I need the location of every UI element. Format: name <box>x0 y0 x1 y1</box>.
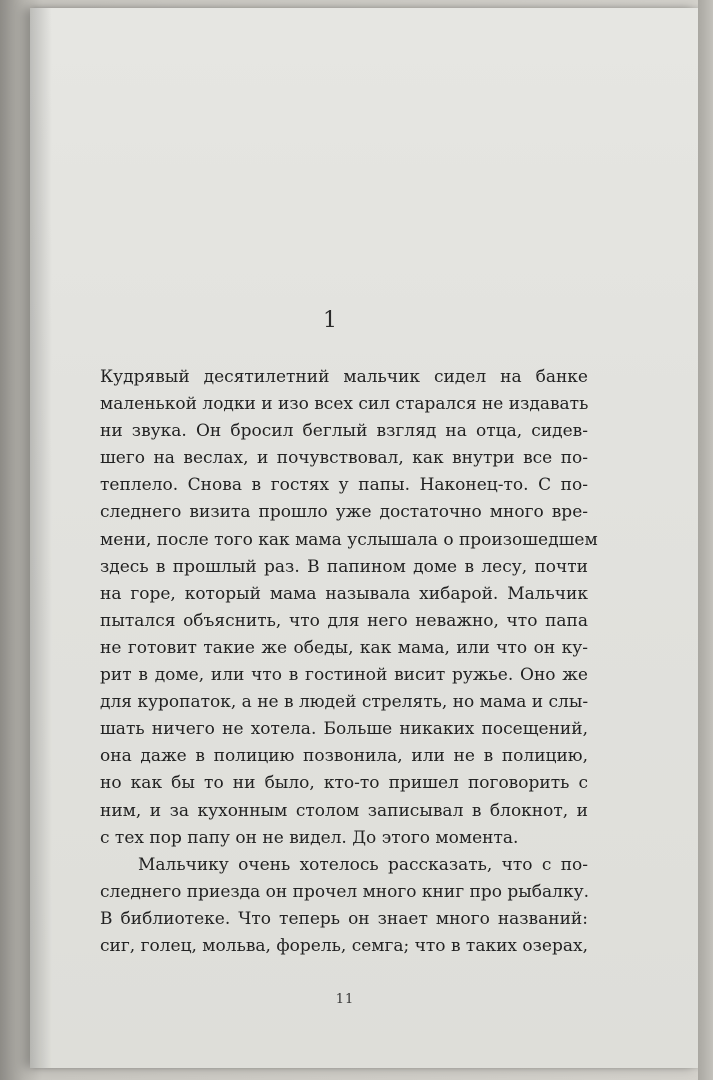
body-text <box>100 364 598 960</box>
text-line: но как бы то ни было, кто-то пришел поговорить с <box>100 773 588 794</box>
text-line: Кудрявый десятилетний мальчик сидел на банке <box>100 367 588 387</box>
text-line: сиг, голец, мольва, форель, семга; что в таких озерах, <box>100 935 588 956</box>
text-line: следнего приезда он прочел много книг про рыбалку. <box>100 881 589 902</box>
page-right-edge <box>698 0 713 1080</box>
text-line: рит в доме, или что в гостиной висит ружье. Оно же <box>100 665 588 686</box>
text-line: ним, и за кухонным столом записывал в блокнот, и <box>100 800 588 821</box>
text-line: не готовит такие же обеды, как мама, или что он ку- <box>100 637 588 658</box>
page-gutter-shadow <box>30 8 52 1068</box>
text-line: она даже в полицию позвонила, или не в полицию, <box>100 746 588 767</box>
text-line: для куропаток, а не в людей стрелять, но мама и слы- <box>100 692 589 713</box>
text-line: В библиотеке. Что теперь он знает много названий: <box>100 908 588 929</box>
text-line: ни звука. Он бросил беглый взгляд на отца, сидев- <box>100 421 588 442</box>
chapter-number: 1 <box>323 308 337 333</box>
text-line: теплело. Снова в гостях у папы. Наконец-то. С по- <box>100 475 588 496</box>
text-line: шать ничего не хотела. Больше никаких посещений, <box>100 719 588 740</box>
text-line: мени, после того как мама услышала о произошедшем <box>100 529 598 550</box>
page-number: 11 <box>335 992 355 1007</box>
text-line: следнего визита прошло уже достаточно много вре- <box>100 502 588 523</box>
text-line: маленькой лодки и изо всех сил старался не издавать <box>100 394 589 415</box>
text-line: шего на веслах, и почувствовал, как внутри все по- <box>100 448 588 469</box>
text-line: Мальчику очень хотелось рассказать, что с по- <box>138 854 588 875</box>
text-line: здесь в прошлый раз. В папином доме в лесу, почти <box>100 556 588 577</box>
text-line: пытался объяснить, что для него неважно, что папа <box>100 610 588 631</box>
text-line: с тех пор папу он не видел. До этого момента. <box>100 827 519 848</box>
text-line: на горе, который мама называла хибарой. Мальчик <box>100 583 588 604</box>
